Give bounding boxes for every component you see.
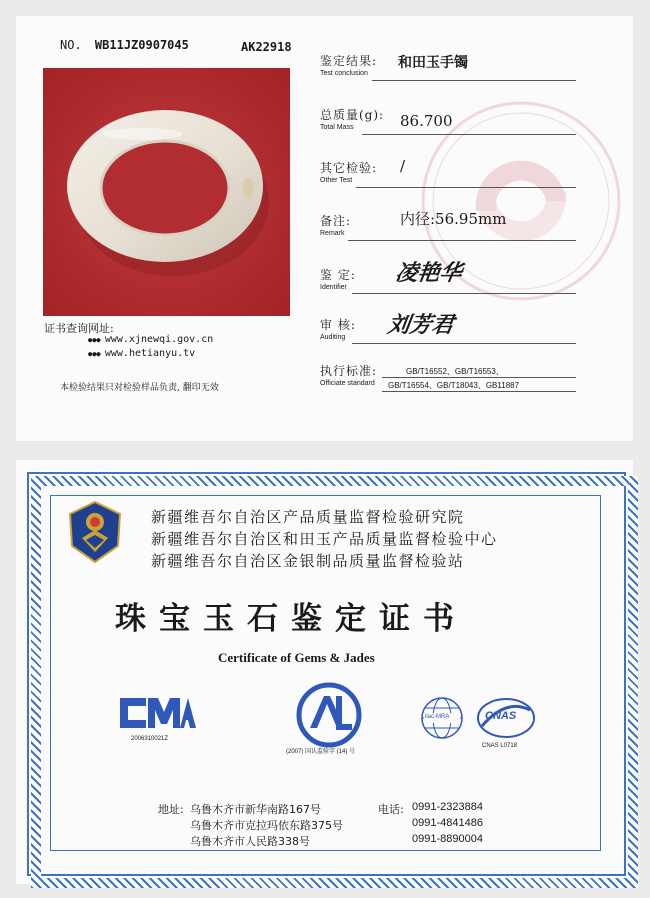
no-value: WB11JZ0907045 <box>94 38 189 52</box>
phone-3: 0991-8890004 <box>412 833 483 845</box>
remark-label-en: Remark <box>320 230 345 237</box>
conclusion-label-en: Test conclusion <box>320 70 368 77</box>
address-label: 地址: <box>158 803 184 816</box>
certificate-title: 珠宝玉石鉴定证书 <box>115 601 467 637</box>
mass-label: 总质量(g): <box>320 108 385 122</box>
phone-label: 电话: <box>378 803 404 816</box>
cal-code: (2007) 国认监验字 (14) 号 <box>286 749 356 755</box>
standard-underline-1 <box>382 377 576 378</box>
standard-label-en: Officiate standard <box>320 380 375 387</box>
identifier-signature: 凌艳华 <box>393 260 464 286</box>
remark-underline <box>348 240 576 241</box>
cma-code: 2006310021Z <box>131 736 169 742</box>
institution-3: 新疆维吾尔自治区金银制品质量监督检验站 <box>151 552 465 570</box>
certificate-cover-card <box>16 460 633 884</box>
conclusion-value: 和田玉手镯 <box>398 55 468 71</box>
auditing-label: 审 核: <box>320 318 356 332</box>
report-code: AK22918 <box>241 40 292 54</box>
address-3: 乌鲁木齐市人民路338号 <box>190 835 310 848</box>
standard-label: 执行标准: <box>320 364 378 378</box>
phone-2: 0991-4841486 <box>412 817 483 829</box>
other-test-label: 其它检验: <box>320 161 378 175</box>
auditing-label-en: Auditing <box>320 334 346 341</box>
mass-label-en: Total Mass <box>320 124 354 131</box>
quality-inspection-emblem-icon <box>66 500 124 564</box>
test-report-card <box>16 16 633 441</box>
mass-underline <box>362 134 576 135</box>
query-label: 证书查询网址: <box>44 322 114 335</box>
identifier-label: 鉴 定: <box>320 268 356 282</box>
ilac-mra-text: ilac-MRA <box>425 714 450 720</box>
certificate-title-en: Certificate of Gems & Jades <box>218 650 375 665</box>
phone-1: 0991-2323884 <box>412 801 483 813</box>
cnas-code: CNAS L0718 <box>482 743 518 749</box>
query-url-2[interactable]: ●●● www.hetianyu.tv <box>88 348 196 359</box>
auditing-underline <box>352 343 576 344</box>
address-1: 乌鲁木齐市新华南路167号 <box>190 803 321 816</box>
jade-bangle-photo <box>43 68 290 316</box>
cma-mark-icon <box>118 694 198 732</box>
cnas-mark-text: CNAS <box>485 710 517 722</box>
remark-value: 内径:56.95mm <box>400 210 507 228</box>
conclusion-underline <box>372 80 576 81</box>
other-test-value: / <box>400 157 406 175</box>
remark-label: 备注: <box>320 214 352 228</box>
address-2: 乌鲁木齐市克拉玛依东路375号 <box>190 819 343 832</box>
validity-notice: 本检验结果只对检验样品负责, 翻印无效 <box>60 383 219 393</box>
cma-logo <box>118 694 198 736</box>
standard-underline-2 <box>382 391 576 392</box>
identifier-underline <box>352 293 576 294</box>
query-url-1[interactable]: ●●● www.xjnewqi.gov.cn <box>88 334 214 345</box>
no-label: NO. <box>60 38 82 52</box>
other-test-underline <box>356 187 576 188</box>
identifier-label-en: Identifier <box>320 284 347 291</box>
conclusion-label: 鉴定结果: <box>320 54 378 68</box>
standard-line-1: GB/T16552、GB/T16553、 <box>406 367 504 376</box>
auditing-signature: 刘芳君 <box>385 312 456 338</box>
report-number <box>60 38 189 52</box>
mass-value: 86.700 <box>400 112 453 130</box>
other-test-label-en: Other Test <box>320 177 353 184</box>
institution-1: 新疆维吾尔自治区产品质量监督检验研究院 <box>151 508 465 526</box>
cal-mark-icon <box>296 682 362 748</box>
institution-2: 新疆维吾尔自治区和田玉产品质量监督检验中心 <box>151 530 498 548</box>
standard-line-2: GB/T16554、GB/T18043、GB11887 <box>388 381 520 390</box>
